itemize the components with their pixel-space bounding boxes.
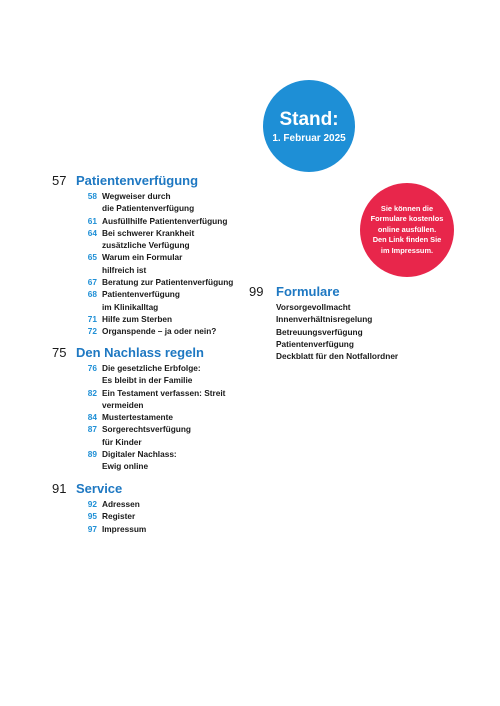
section-title[interactable]: Patientenverfügung [76, 173, 199, 188]
online-forms-note-badge [360, 183, 454, 277]
entry-title: Sorgerechtsverfügung für Kinder [102, 424, 191, 447]
toc-entry[interactable] [79, 523, 146, 535]
entry-page-number: 68 [87, 289, 97, 300]
entry-page-number: 95 [87, 511, 97, 522]
entry-title: Register [102, 511, 136, 522]
section-page-number: 75 [52, 345, 67, 360]
entry-page-number: 65 [87, 252, 97, 263]
entry-title: Beratung zur Patientenverfügung [102, 277, 234, 288]
section-page-number: 57 [52, 173, 67, 188]
toc-entry[interactable] [79, 498, 146, 510]
toc-entry[interactable] [79, 288, 233, 313]
entry-page-number: 71 [87, 313, 97, 324]
toc-entry[interactable] [79, 325, 233, 337]
entry-title: Warum ein Formular hilfreich ist [102, 252, 183, 275]
toc-entry[interactable] [79, 251, 233, 276]
form-item[interactable]: Deckblatt für den Notfallordner [276, 351, 399, 362]
entry-page-number: 67 [87, 277, 97, 288]
toc-entry[interactable] [79, 313, 233, 325]
toc-section-formulare [249, 284, 398, 362]
toc-entry[interactable] [79, 510, 146, 522]
toc-entry[interactable] [79, 387, 225, 412]
entry-title: Bei schwerer Krankheit zusätzliche Verfügung [102, 227, 195, 251]
entry-page-number: 72 [87, 326, 97, 337]
toc-entry[interactable] [79, 276, 233, 288]
toc-entry[interactable] [79, 227, 233, 252]
entry-page-number: 76 [87, 363, 97, 373]
entry-page-number: 87 [87, 424, 97, 435]
entry-page-number: 61 [87, 215, 97, 226]
toc-entry[interactable] [79, 411, 225, 423]
stand-title: Stand: [279, 108, 339, 130]
section-heading [52, 173, 233, 189]
toc-section-patientenverfuegung [52, 173, 233, 338]
entry-title: Digitaler Nachlass: Ewig online [102, 449, 177, 472]
form-item[interactable]: Patientenverfügung [276, 338, 354, 349]
section-heading [52, 481, 146, 497]
stand-badge [263, 80, 355, 172]
entry-title: Adressen [102, 499, 140, 509]
online-forms-note-text: Sie können die Formulare kostenlos online ausfüllen. Den Link finden Sie im Impressum. [370, 203, 444, 255]
toc-entry[interactable] [79, 448, 225, 473]
form-item[interactable]: Innenverhältnisregelung [276, 314, 373, 325]
entry-page-number: 97 [87, 523, 97, 534]
toc-section-service [52, 481, 146, 535]
entry-title: Impressum [102, 523, 147, 534]
toc-entry[interactable] [79, 215, 233, 227]
section-title[interactable]: Service [76, 481, 123, 496]
entry-title: Hilfe zum Sterben [102, 313, 173, 324]
toc-entry[interactable] [79, 423, 225, 448]
section-heading [249, 284, 398, 300]
entry-page-number: 89 [87, 449, 97, 460]
entry-page-number: 64 [87, 227, 97, 238]
section-title[interactable]: Formulare [276, 284, 340, 299]
toc-entry[interactable] [79, 362, 225, 387]
entry-page-number: 84 [87, 412, 97, 423]
entry-title: Wegweiser durch die Patientenverfügung [102, 191, 195, 214]
toc-section-nachlass [52, 345, 225, 473]
entry-title: Mustertestamente [102, 412, 174, 423]
section-heading [52, 345, 225, 361]
section-page-number: 91 [52, 481, 67, 496]
entry-page-number: 58 [87, 191, 97, 201]
entry-page-number: 92 [87, 499, 97, 509]
section-page-number: 99 [249, 284, 264, 299]
entry-title: Patientenverfügung im Klinikalltag [102, 289, 180, 312]
entry-page-number: 82 [87, 387, 97, 398]
form-item[interactable]: Vorsorgevollmacht [276, 302, 351, 312]
section-title[interactable]: Den Nachlass regeln [76, 345, 204, 360]
toc-entry[interactable] [79, 190, 233, 215]
form-item[interactable]: Betreuungsverfügung [276, 326, 363, 337]
stand-date: 1. Februar 2025 [272, 132, 346, 144]
entry-title: Die gesetzliche Erbfolge: Es bleibt in der Familie [102, 363, 201, 386]
entry-title: Ausfüllhilfe Patientenverfügung [102, 215, 228, 226]
entry-title: Ein Testament verfassen: Streit vermeiden [102, 387, 226, 410]
entry-title: Organspende – ja oder nein? [102, 326, 217, 337]
